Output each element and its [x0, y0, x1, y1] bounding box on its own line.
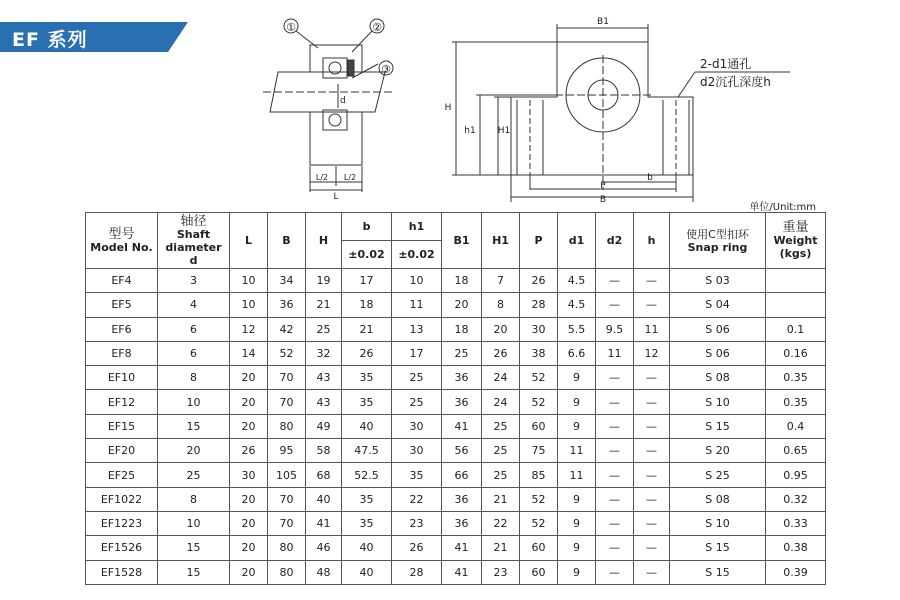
col-shaft-en1: Shaft: [176, 227, 211, 241]
table-cell: 23: [392, 511, 442, 535]
table-cell: [766, 293, 826, 317]
table-cell: 6: [158, 341, 230, 365]
table-cell: 9: [558, 390, 596, 414]
table-cell: 5.5: [558, 317, 596, 341]
table-cell: EF1223: [86, 511, 158, 535]
table-cell: 20: [230, 366, 268, 390]
callout-2: ②: [372, 21, 382, 34]
table-cell: 43: [306, 390, 342, 414]
table-row: [86, 439, 826, 463]
table-cell: —: [596, 560, 634, 584]
table-cell: —: [596, 366, 634, 390]
table-cell: S 06: [670, 317, 766, 341]
col-weight-cn: 重量: [782, 220, 809, 235]
table-cell: 25: [158, 463, 230, 487]
table-cell: [766, 269, 826, 293]
table-cell: 52.5: [342, 463, 392, 487]
col-H: H: [306, 213, 342, 269]
table-cell: 41: [306, 511, 342, 535]
dim-L-label: L: [333, 192, 339, 202]
col-d1: d1: [558, 213, 596, 269]
table-cell: 9: [558, 511, 596, 535]
table-cell: —: [596, 487, 634, 511]
table-cell: 0.16: [766, 341, 826, 365]
table-cell: 8: [158, 487, 230, 511]
table-cell: 36: [442, 366, 482, 390]
table-cell: 52: [268, 341, 306, 365]
table-row: [86, 269, 826, 293]
table-cell: 18: [442, 317, 482, 341]
table-cell: 68: [306, 463, 342, 487]
table-row: [86, 366, 826, 390]
table-cell: 8: [158, 366, 230, 390]
table-row: [86, 463, 826, 487]
table-cell: —: [596, 511, 634, 535]
table-cell: 0.65: [766, 439, 826, 463]
table-cell: EF12: [86, 390, 158, 414]
table-cell: —: [634, 560, 670, 584]
col-weight-en1: Weight: [773, 234, 818, 247]
table-cell: 75: [520, 439, 558, 463]
table-cell: 52: [520, 511, 558, 535]
col-shaft: [158, 213, 230, 269]
table-cell: EF5: [86, 293, 158, 317]
table-cell: 35: [342, 511, 392, 535]
table-cell: 15: [158, 536, 230, 560]
dim-B-label: B: [599, 195, 607, 205]
table-cell: —: [596, 536, 634, 560]
table-cell: S 15: [670, 536, 766, 560]
table-cell: 0.33: [766, 511, 826, 535]
hole-note-2: d2沉孔深度h: [700, 75, 771, 89]
table-cell: S 03: [670, 269, 766, 293]
cross-section-drawing: [263, 19, 395, 192]
table-cell: 52: [520, 390, 558, 414]
table-cell: S 04: [670, 293, 766, 317]
table-cell: EF25: [86, 463, 158, 487]
table-cell: 48: [306, 560, 342, 584]
table-cell: —: [596, 439, 634, 463]
table-cell: 41: [442, 536, 482, 560]
table-cell: 11: [558, 463, 596, 487]
callout-1: ①: [286, 21, 296, 34]
table-cell: 80: [268, 536, 306, 560]
table-cell: 9: [558, 414, 596, 438]
table-cell: 20: [230, 536, 268, 560]
table-cell: 11: [596, 341, 634, 365]
table-row: [86, 414, 826, 438]
table-cell: 9.5: [596, 317, 634, 341]
dim-H-label: H: [444, 103, 452, 113]
table-cell: 70: [268, 390, 306, 414]
col-d2: d2: [596, 213, 634, 269]
table-cell: 95: [268, 439, 306, 463]
table-cell: 17: [392, 341, 442, 365]
table-cell: —: [596, 390, 634, 414]
col-shaft-en3: d: [189, 253, 198, 267]
table-cell: —: [634, 269, 670, 293]
dim-H1-label: H1: [497, 126, 511, 136]
table-cell: 4: [158, 293, 230, 317]
table-cell: 4.5: [558, 269, 596, 293]
table-cell: 26: [342, 341, 392, 365]
table-cell: —: [634, 487, 670, 511]
table-cell: 36: [442, 511, 482, 535]
table-cell: —: [634, 366, 670, 390]
table-cell: 41: [442, 414, 482, 438]
table-cell: 30: [230, 463, 268, 487]
table-cell: 11: [634, 317, 670, 341]
table-cell: EF15: [86, 414, 158, 438]
col-weight: [766, 213, 826, 269]
dim-d-label: d: [340, 96, 346, 106]
table-cell: 38: [520, 341, 558, 365]
table-cell: 60: [520, 536, 558, 560]
table-cell: 60: [520, 560, 558, 584]
table-cell: 80: [268, 560, 306, 584]
table-cell: —: [634, 293, 670, 317]
table-cell: 60: [520, 414, 558, 438]
table-cell: 26: [392, 536, 442, 560]
col-P: P: [520, 213, 558, 269]
unit-note: 单位/Unit:mm: [749, 202, 816, 213]
col-model-en: Model No.: [90, 240, 153, 254]
table-cell: 30: [520, 317, 558, 341]
col-h1-tolerance: ±0.02: [392, 241, 442, 269]
table-cell: 21: [342, 317, 392, 341]
technical-drawings: [0, 0, 900, 215]
table-cell: 0.38: [766, 536, 826, 560]
table-cell: 70: [268, 511, 306, 535]
table-cell: 35: [342, 366, 392, 390]
table-cell: 0.4: [766, 414, 826, 438]
callout-3: ③: [381, 63, 391, 76]
table-cell: S 25: [670, 463, 766, 487]
table-cell: 11: [558, 439, 596, 463]
table-cell: 36: [268, 293, 306, 317]
table-cell: EF1022: [86, 487, 158, 511]
table-cell: 9: [558, 487, 596, 511]
table-cell: —: [596, 293, 634, 317]
table-cell: EF6: [86, 317, 158, 341]
table-cell: 0.1: [766, 317, 826, 341]
table-cell: 18: [442, 269, 482, 293]
table-cell: 35: [392, 463, 442, 487]
table-cell: 0.32: [766, 487, 826, 511]
table-cell: 24: [482, 366, 520, 390]
table-cell: 41: [442, 560, 482, 584]
table-cell: 56: [442, 439, 482, 463]
table-cell: 21: [482, 487, 520, 511]
table-cell: 32: [306, 341, 342, 365]
table-cell: 20: [230, 414, 268, 438]
table-cell: 20: [230, 390, 268, 414]
table-cell: EF10: [86, 366, 158, 390]
table-cell: 20: [442, 293, 482, 317]
table-cell: 40: [342, 536, 392, 560]
table-cell: S 20: [670, 439, 766, 463]
table-cell: 10: [158, 511, 230, 535]
table-cell: 20: [230, 487, 268, 511]
table-cell: EF8: [86, 341, 158, 365]
col-b-tolerance: ±0.02: [342, 241, 392, 269]
table-cell: 6.6: [558, 341, 596, 365]
table-cell: 4.5: [558, 293, 596, 317]
table-cell: S 15: [670, 560, 766, 584]
col-shaft-cn: 轴径: [180, 213, 207, 229]
col-B: B: [268, 213, 306, 269]
table-cell: 25: [482, 463, 520, 487]
table-cell: 25: [306, 317, 342, 341]
table-cell: 10: [158, 390, 230, 414]
table-cell: 25: [482, 414, 520, 438]
table-cell: 22: [482, 511, 520, 535]
table-cell: 18: [342, 293, 392, 317]
dim-P-label: P: [600, 181, 606, 191]
table-cell: 36: [442, 390, 482, 414]
table-cell: EF1528: [86, 560, 158, 584]
table-cell: 8: [482, 293, 520, 317]
table-cell: 15: [158, 560, 230, 584]
table-cell: 20: [230, 511, 268, 535]
table-cell: —: [634, 511, 670, 535]
table-row: [86, 341, 826, 365]
table-cell: 26: [230, 439, 268, 463]
table-cell: 13: [392, 317, 442, 341]
table-cell: 43: [306, 366, 342, 390]
table-cell: 40: [342, 414, 392, 438]
table-cell: —: [634, 536, 670, 560]
table-cell: 0.35: [766, 390, 826, 414]
col-weight-en2: (kgs): [779, 247, 812, 260]
table-cell: 9: [558, 536, 596, 560]
table-cell: 12: [634, 341, 670, 365]
table-cell: S 08: [670, 487, 766, 511]
series-title: EF 系列: [12, 29, 88, 51]
table-cell: S 15: [670, 414, 766, 438]
table-cell: 36: [442, 487, 482, 511]
dim-B1-label: B1: [597, 17, 609, 27]
table-row: [86, 536, 826, 560]
col-H1: H1: [482, 213, 520, 269]
table-cell: 46: [306, 536, 342, 560]
col-snap-cn: 使用C型扣环: [686, 227, 749, 241]
col-snap-ring: [670, 213, 766, 269]
col-shaft-en2: diameter: [165, 240, 222, 254]
table-cell: 21: [306, 293, 342, 317]
table-cell: 80: [268, 414, 306, 438]
table-cell: EF20: [86, 439, 158, 463]
table-cell: 22: [392, 487, 442, 511]
col-model: [86, 213, 158, 269]
col-b: b: [342, 213, 392, 241]
table-cell: 58: [306, 439, 342, 463]
table-cell: 15: [158, 414, 230, 438]
table-cell: 11: [392, 293, 442, 317]
table-cell: 40: [306, 487, 342, 511]
table-cell: 3: [158, 269, 230, 293]
spec-table: [85, 212, 826, 585]
table-cell: 85: [520, 463, 558, 487]
table-cell: 24: [482, 390, 520, 414]
table-cell: 30: [392, 439, 442, 463]
table-cell: 105: [268, 463, 306, 487]
table-cell: 12: [230, 317, 268, 341]
table-cell: 28: [392, 560, 442, 584]
table-cell: 30: [392, 414, 442, 438]
table-cell: EF4: [86, 269, 158, 293]
table-cell: 20: [482, 317, 520, 341]
col-L: L: [230, 213, 268, 269]
table-cell: 20: [158, 439, 230, 463]
col-B1: B1: [442, 213, 482, 269]
table-cell: 35: [342, 487, 392, 511]
table-cell: —: [634, 439, 670, 463]
table-cell: 25: [482, 439, 520, 463]
table-cell: 6: [158, 317, 230, 341]
table-cell: 42: [268, 317, 306, 341]
table-cell: 10: [230, 269, 268, 293]
table-cell: EF1526: [86, 536, 158, 560]
table-cell: 23: [482, 560, 520, 584]
table-cell: 17: [342, 269, 392, 293]
dim-h1-label: h1: [464, 126, 476, 136]
table-cell: 47.5: [342, 439, 392, 463]
table-cell: 7: [482, 269, 520, 293]
dim-b-label: b: [647, 173, 653, 183]
spec-table-body: [86, 269, 826, 585]
col-model-cn: 型号: [108, 226, 135, 242]
table-cell: 21: [482, 536, 520, 560]
table-cell: 34: [268, 269, 306, 293]
front-view-drawing: [452, 24, 790, 202]
hole-note-1: 2-d1通孔: [700, 57, 752, 71]
table-cell: 66: [442, 463, 482, 487]
table-cell: 25: [442, 341, 482, 365]
table-cell: 26: [482, 341, 520, 365]
table-cell: 49: [306, 414, 342, 438]
table-row: [86, 560, 826, 584]
table-row: [86, 317, 826, 341]
table-row: [86, 293, 826, 317]
dim-L2-left: L/2: [315, 173, 329, 182]
col-h1: h1: [392, 213, 442, 241]
table-row: [86, 487, 826, 511]
table-row: [86, 511, 826, 535]
table-cell: 10: [392, 269, 442, 293]
table-cell: 10: [230, 293, 268, 317]
table-cell: —: [634, 390, 670, 414]
col-snap-en: Snap ring: [687, 240, 748, 254]
table-cell: 70: [268, 366, 306, 390]
table-cell: 14: [230, 341, 268, 365]
table-cell: 52: [520, 366, 558, 390]
table-cell: 70: [268, 487, 306, 511]
col-h: h: [634, 213, 670, 269]
table-cell: 9: [558, 366, 596, 390]
table-cell: 9: [558, 560, 596, 584]
table-cell: 19: [306, 269, 342, 293]
table-cell: 25: [392, 366, 442, 390]
table-cell: —: [596, 414, 634, 438]
table-cell: 35: [342, 390, 392, 414]
table-row: [86, 390, 826, 414]
table-cell: S 08: [670, 366, 766, 390]
table-cell: —: [634, 463, 670, 487]
table-cell: 52: [520, 487, 558, 511]
dim-L2-right: L/2: [343, 173, 357, 182]
table-cell: —: [596, 463, 634, 487]
table-cell: 26: [520, 269, 558, 293]
table-cell: —: [596, 269, 634, 293]
table-cell: 25: [392, 390, 442, 414]
table-cell: 28: [520, 293, 558, 317]
table-cell: 40: [342, 560, 392, 584]
table-cell: 0.95: [766, 463, 826, 487]
table-cell: 0.39: [766, 560, 826, 584]
table-cell: S 10: [670, 390, 766, 414]
table-cell: S 10: [670, 511, 766, 535]
table-cell: 20: [230, 560, 268, 584]
table-cell: S 06: [670, 341, 766, 365]
table-cell: —: [634, 414, 670, 438]
table-cell: 0.35: [766, 366, 826, 390]
